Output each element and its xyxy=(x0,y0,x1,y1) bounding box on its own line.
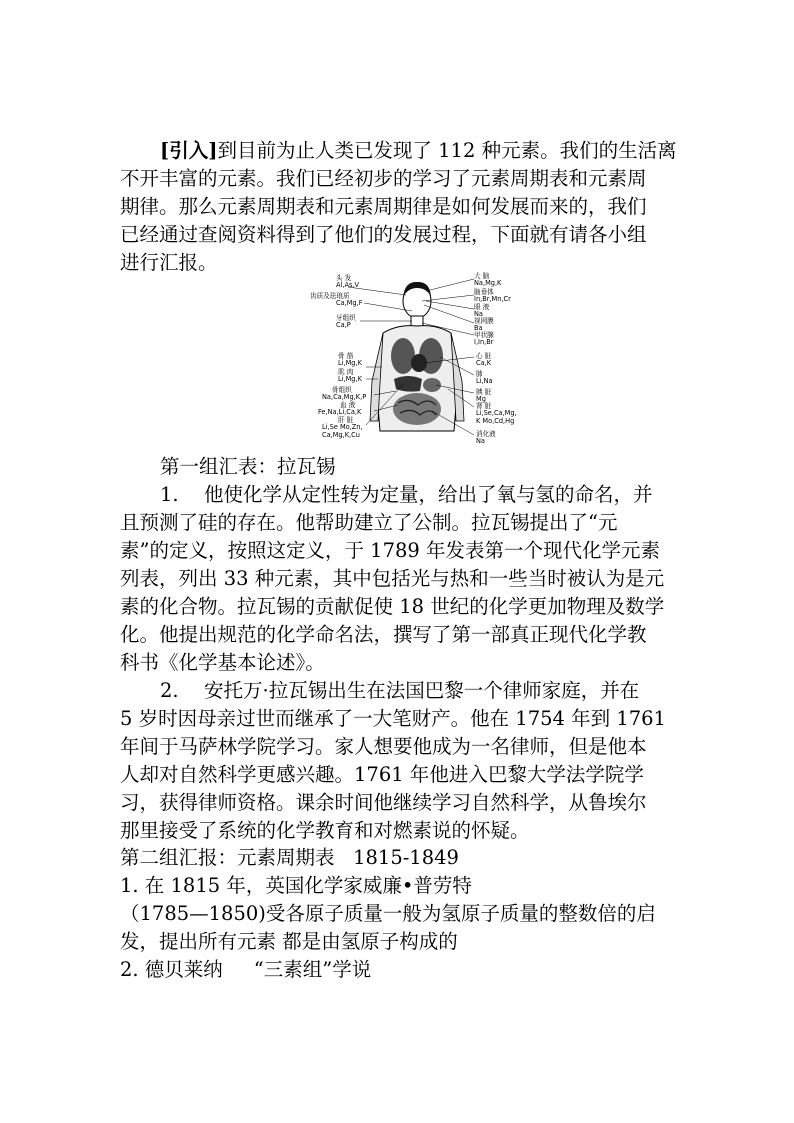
label-pancreas: 胰 脏 Mg xyxy=(476,388,492,404)
group1-p2-line-5: 习，获得律师资格。课余时间他继续学习自然科学，从鲁埃尔 xyxy=(120,791,647,814)
label-heart: 心 脏 Ca,K xyxy=(476,352,492,368)
group1-p1-line-7: 科书《化学基本论述》。 xyxy=(120,651,325,674)
group2-line-4: 2. 德贝莱纳 “三素组”学说 xyxy=(120,958,372,981)
label-pituitary: 脑垂体 In,Br,Mn,Cr xyxy=(474,288,511,304)
group2-line-3: 发，提出所有元素 都是由氢原子构成的 xyxy=(120,930,458,953)
group1-p1-num: 1. xyxy=(160,483,179,506)
label-eye-fluid: 眼 液 Na xyxy=(474,303,490,319)
label-teeth-enamel: 齿质及珐琅质 Ca,Mg,F xyxy=(310,292,363,308)
label-bone-tissue: 骨组织 Na,Ca,Mg,K,P xyxy=(322,386,367,402)
group1-p2-line-6: 那里接受了系统的化学教育和对燃素说的怀疑。 xyxy=(120,819,530,842)
intro-line-5: 进行汇报。 xyxy=(120,251,218,274)
intro-line-4: 已经通过查阅资料得到了他们的发展过程，下面就有请各小组 xyxy=(120,223,647,246)
intro-line-1: [引入]到目前为止人类已发现了 112 种元素。我们的生活离 xyxy=(160,139,677,162)
group1-p1-line-6: 化。他提出规范的化学命名法，撰写了第一部真正现代化学教 xyxy=(120,623,647,646)
group2-line-2: （1785—1850)受各原子质量一般为氢原子质量的整数倍的启 xyxy=(120,902,656,925)
group1-p2-line-2: 5 岁时因母亲过世而继承了一大笔财产。他在 1754 年到 1761 xyxy=(120,707,666,730)
group1-p2-line-1: 2. 安托万·拉瓦锡出生在法国巴黎一个律师家庭，并在 xyxy=(160,677,639,705)
group1-p1-line-1: 1. 他使化学从定性转为定量，给出了氧与氢的命名，并 xyxy=(160,481,653,509)
group2-heading: 第二组汇报：元素周期表 1815-1849 xyxy=(120,846,459,869)
group1-p1-line-2: 且预测了硅的存在。他帮助建立了公制。拉瓦锡提出了“元 xyxy=(120,511,618,534)
group1-heading: 第一组汇表：拉瓦锡 xyxy=(160,455,336,478)
group1-p1-line-3: 素”的定义，按照这定义，于 1789 年发表第一个现代化学元素 xyxy=(120,539,660,562)
intro-line-3: 期律。那么元素周期表和元素周期律是如何发展而来的，我们 xyxy=(120,195,647,218)
label-liver: 肝 脏 Li,Se Mo,Zn, Ca,Mg,K,Cu xyxy=(322,416,363,439)
label-kidney: 肾 脏 Li,Se,Ca,Mg, K Mo,Cd,Hg xyxy=(476,402,517,425)
group1-p2-line-4: 人却对自然科学更感兴趣。1761 年他进入巴黎大学法学院学 xyxy=(120,763,644,786)
group1-p1-line-4: 列表，列出 33 种元素，其中包括光与热和一些当时被认为是元 xyxy=(120,567,665,590)
group1-p2-num: 2. xyxy=(160,679,179,702)
label-brain: 大 脑 Na,Mg,K xyxy=(474,272,502,288)
label-retina: 视网膜 Ba xyxy=(474,317,494,333)
human-body-figure xyxy=(308,271,524,447)
label-digestive-fluid: 消化液 Na xyxy=(476,430,496,446)
label-lung: 肺 Li,Na xyxy=(476,370,493,386)
label-blood: 血 液 Fe,Na,Li,Ca,K xyxy=(318,401,362,417)
intro-line-2: 不开丰富的元素。我们已经初步的学习了元素周期表和元素周 xyxy=(120,167,647,190)
label-bone-tendon: 骨 筋 Li,Mg,K xyxy=(338,352,362,368)
group1-p1-line-5: 素的化合物。拉瓦锡的贡献促使 18 世纪的化学更加物理及数学 xyxy=(120,595,665,618)
group2-line-1: 1. 在 1815 年，英国化学家威廉•普劳特 xyxy=(120,874,472,897)
intro-tag: [引入] xyxy=(160,139,218,162)
label-hair: 头 发 Al,As,V xyxy=(336,274,359,290)
label-thyroid: 甲状腺 I,In,Br xyxy=(474,331,494,347)
label-muscle: 肌 肉 Li,Mg,K xyxy=(338,368,362,384)
label-tooth-tissue: 牙组织 Ca,P xyxy=(336,314,356,330)
group1-p2-line-3: 年间于马萨林学院学习。家人想要他成为一名律师，但是他本 xyxy=(120,735,647,758)
